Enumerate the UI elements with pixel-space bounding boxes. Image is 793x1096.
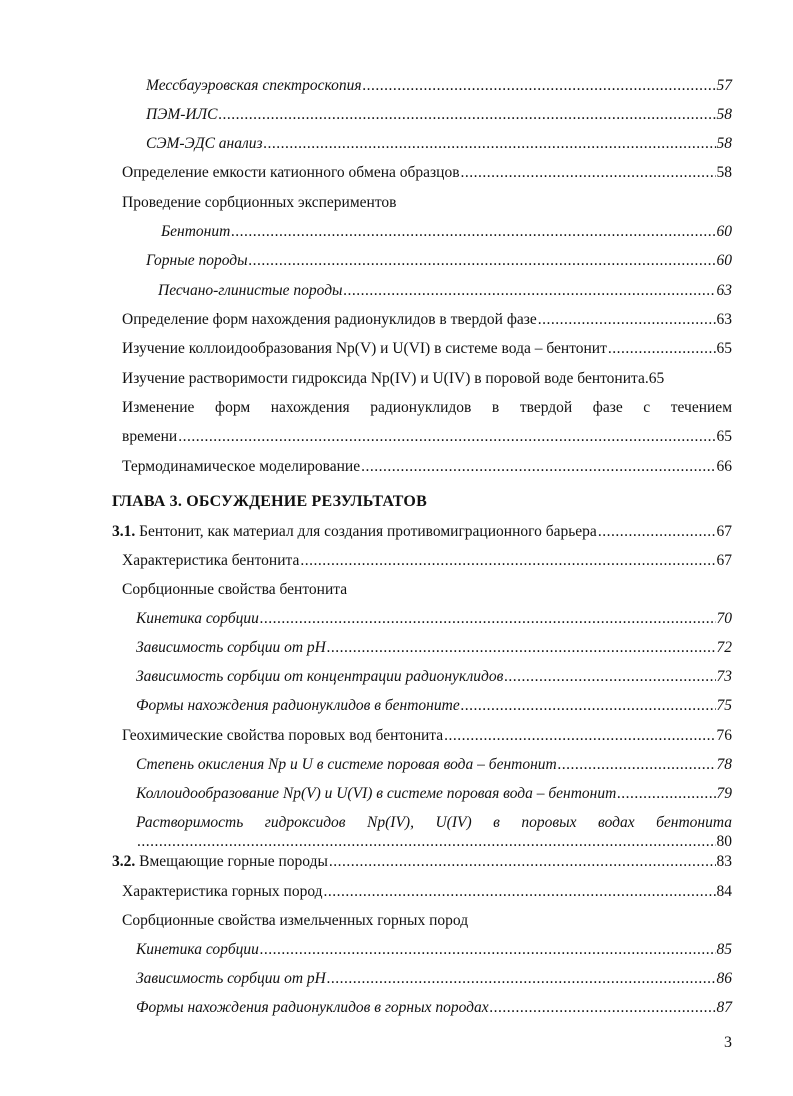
toc-entry: Степень окисления Np и U в системе поровая вода – бентонит ..... 78 [136, 755, 732, 775]
toc-entry: Характеристика горных пород ..... 84 [122, 882, 732, 902]
toc-entry: Характеристика бентонита ..... 67 [122, 551, 732, 571]
toc-entry: Кинетика сорбции ..... 70 [136, 609, 732, 629]
toc-entry: Сорбционные свойства измельченных горных пород [122, 912, 469, 929]
toc-entry: Бентонит ..... 60 [161, 222, 732, 242]
chapter-heading: ГЛАВА 3. ОБСУЖДЕНИЕ РЕЗУЛЬТАТОВ [112, 493, 427, 510]
toc-entry: Определение форм нахождения радионуклидов в твердой фазе ..... 63 [122, 310, 732, 330]
toc-entry: Растворимость гидроксидов Np(IV), U(IV) в поровых водах бентонита [136, 814, 732, 831]
toc-section: 3.1. Бентонит, как материал для создания противомиграционного барьера ..... 67 [112, 522, 732, 542]
toc-entry: Изменение форм нахождения радионуклидов в твердой фазе с течением [122, 399, 732, 416]
toc-entry: Формы нахождения радионуклидов в горных породах ..... 87 [136, 998, 732, 1018]
toc-entry: Изучение коллоидообразования Np(V) и U(VI) в системе вода – бентонит ..... 65 [122, 339, 732, 359]
toc-entry: Изучение растворимости гидроксида Np(IV) и U(IV) в поровой воде бентонита. 65 [122, 370, 665, 387]
toc-entry: Коллоидообразование Np(V) и U(VI) в системе поровая вода – бентонит ..... 79 [136, 784, 732, 804]
toc-entry: Проведение сорбционных экспериментов [122, 194, 397, 211]
toc-entry: времени ..... 65 [122, 427, 732, 447]
section-title: Бентонит, как материал для создания противомиграционного барьера [139, 523, 597, 540]
toc-section: 3.2. Вмещающие горные породы ..... 83 [112, 852, 732, 872]
toc-entry: Горные породы ..... 60 [146, 251, 732, 271]
toc-entry: ..... 80 [136, 832, 732, 852]
toc-entry: Термодинамическое моделирование ..... 66 [122, 457, 732, 477]
toc-entry: Зависимость сорбции от концентрации радионуклидов ..... 73 [136, 667, 732, 687]
toc-entry: Мессбауэровская спектроскопия ..... 57 [146, 76, 732, 96]
section-number: 3.2. [112, 853, 136, 870]
toc-entry: Песчано-глинистые породы ..... 63 [158, 281, 732, 301]
toc-entry: Геохимические свойства поровых вод бентонита ..... 76 [122, 726, 732, 746]
page-number: 3 [724, 1034, 732, 1051]
toc-entry: Кинетика сорбции ..... 85 [136, 940, 732, 960]
toc-entry: ПЭМ-ИЛС ..... 58 [146, 105, 732, 125]
toc-entry: СЭМ-ЭДС анализ ..... 58 [146, 134, 732, 154]
toc-entry: Зависимость сорбции от pH ..... 72 [136, 638, 732, 658]
section-title: Вмещающие горные породы [139, 853, 328, 870]
toc-entry: Зависимость сорбции от pH ..... 86 [136, 969, 732, 989]
toc-entry: Определение емкости катионного обмена образцов ..... 58 [122, 163, 732, 183]
toc-entry: Сорбционные свойства бентонита [122, 581, 348, 598]
section-number: 3.1. [112, 523, 136, 540]
toc-entry: Формы нахождения радионуклидов в бентоните ..... 75 [136, 696, 732, 716]
